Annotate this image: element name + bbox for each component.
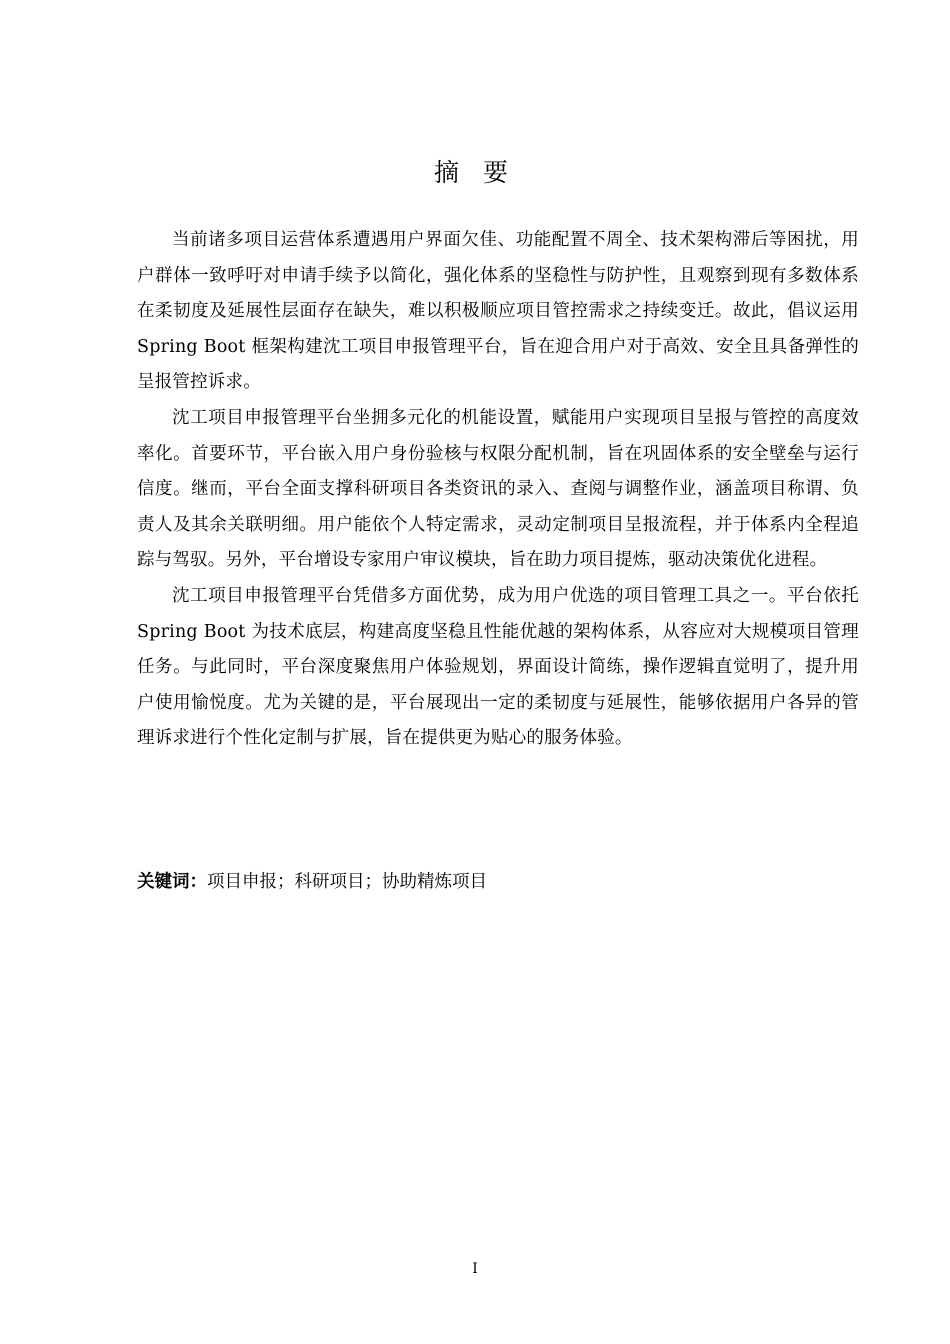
keywords-label: 关键词： — [137, 872, 207, 892]
keywords-values: 项目申报；科研项目；协助精炼项目 — [207, 872, 487, 892]
abstract-body — [137, 223, 859, 757]
abstract-paragraph-2: 沈工项目申报管理平台坐拥多元化的机能设置，赋能用户实现项目呈报与管控的高度效率化。首要环节，平台嵌入用户身份验核与权限分配机制，旨在巩固体系的安全壁垒与运行信度。继而，平台全面支撑科研项目各类资讯的录入、查阅与调整作业，涵盖项目称谓、负责人及其余关联明细。用户能依个人特定需求，灵动定制项目呈报流程，并于体系内全程追踪与驾驭。另外，平台增设专家用户审议模块，旨在助力项目提炼，驱动决策优化进程。 — [137, 407, 859, 571]
abstract-title: 摘 要 — [434, 158, 516, 187]
keywords-line — [137, 866, 859, 898]
abstract-paragraph-1: 当前诸多项目运营体系遭遇用户界面欠佳、功能配置不周全、技术架构滞后等困扰，用户群体一致呼吁对申请手续予以简化，强化体系的坚稳性与防护性，且观察到现有多数体系在柔韧度及延展性层面存在缺失，难以积极顺应项目管控需求之持续变迁。故此，倡议运用 Spring Boot 框架构建沈工项目申报管理平台，旨在迎合用户对于高效、安全且具备弹性的呈报管控诉求。 — [137, 230, 859, 393]
page-number: I — [472, 1261, 478, 1277]
abstract-paragraph-3: 沈工项目申报管理平台凭借多方面优势，成为用户优选的项目管理工具之一。平台依托 Spring Boot 为技术底层，构建高度坚稳且性能优越的架构体系，从容应对大规模项目管理任务。与此同时，平台深度聚焦用户体验规划，界面设计简练，操作逻辑直觉明了，提升用户使用愉悦度。尤为关键的是，平台展现出一定的柔韧度与延展性，能够依据用户各异的管理诉求进行个性化定制与扩展，旨在提供更为贴心的服务体验。 — [137, 585, 859, 749]
